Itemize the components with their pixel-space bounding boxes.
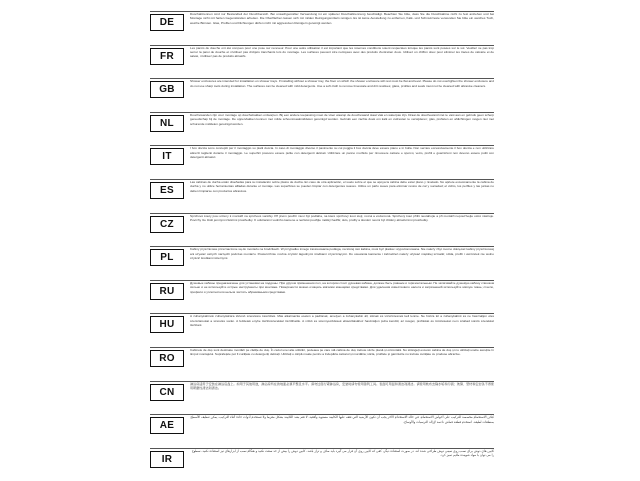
language-instruction-text: Douchewanden zijn voor montage op douchebakken ontworpen. Bij een andere toepassing moet de vloer waarop de douchewand staat vlak en waterpas zijn. Draai de douchewand niet te vast aan en gebruik geen scherp gereedschap bij de montage. De oppervlakken kunnen met milde schoonmaakmiddelen gereinigd worden. Gebruik een zachte doek om kalk en vuilresten te verwijderen; glas, profielen en afdichtingen mogen niet met schurende middelen gereinigd worden. [190, 112, 494, 126]
language-code-box: FR [150, 48, 184, 65]
language-instruction-text: I box doccia sono concepiti per il montaggio su piatti doccia. In caso di montaggio diverso il pavimento su cui poggia il box doccia deve essere piano e in bolla. Non serrare eccessivamente il box doccia e non utilizzare attrezzi taglienti durante il montaggio. Le superfici possono essere pulite con detergenti delicati. Utilizzare un panno morbido per rimuovere calcare e sporco; vetro, profili e guarnizioni non devono essere puliti con detergenti abrasivi. [190, 146, 494, 160]
language-code-box: CZ [150, 216, 184, 233]
language-section-de [150, 14, 494, 44]
language-section-cz [150, 213, 494, 246]
language-instruction-text: 淋浴房适用于安装在淋浴底盘上。如用于其他用途，淋浴房所在的地面必须平整且水平。请勿过度拧紧淋浴房，安装时请勿使用锋利工具。表面可用温和清洁剂清洁。请使用软布去除水垢和污渍；玻璃、型材和密封条不得使用研磨性清洁剂清洁。 [190, 381, 494, 390]
language-section-es [150, 182, 494, 212]
language-instruction-text: Shower enclosures are intended for installation on shower trays. If installing without a shower tray, the floor on which the shower enclosure will rest must be flat and level. Please do not overtighten the shower enclosure and do not use sharp tools during installation. The surfaces can be cleaned with mild detergents. Use a soft cloth to remove limescale and dirt residues; glass, profiles and seals must not be cleaned with abrasive cleaners. [190, 79, 494, 88]
language-section-ro [150, 350, 494, 380]
language-section-it [150, 148, 494, 178]
language-instruction-text: کابین های دوش برای نصب روی سینی دوش طراحی شده اند. در صورت استفاده دیگر، کفی که کابین روی آن قرار می گیرد باید صاف و تراز باشد. کابین دوش را بیش از حد سفت نکنید و هنگام نصب از ابزارهای تیز استفاده نکنید. سطوح را می توان با مواد شوینده ملایم تمیز کرد. [191, 448, 494, 458]
language-instruction-text: Sprchové kouty jsou určeny k montáži na sprchové vaničky. Při jiném použití musí být podlaha, na které sprchový kout stojí, rovná a vodorovná. Sprchový kout příliš neutahujte a při montáži nepoužívejte ostré nástroje. Povrchy lze čistit jemnými čisticími prostředky. K odstranění vodního kamene a nečistot použijte měkký hadřík; sklo, profily a těsnění nesmí být čištěny abrazivními prostředky. [190, 213, 494, 222]
language-code-box: AE [150, 417, 184, 434]
language-code-box: CN [150, 384, 184, 401]
language-instruction-text: Cabinele de duș sunt destinate montării pe cădițe de duș. În cazul unei alte utilizări, podeaua pe care stă cabina de duș trebuie să fie plană și orizontală. Nu strângeți excesiv cabina de duș și nu utilizați unelte ascuțite în timpul montajului. Suprafețele pot fi curățate cu detergenți delicați. Utilizați o cârpă moale pentru a îndepărta calcarul și murdăria; sticla, profilele și garniturile nu trebuie curățate cu produse abrazive. [190, 348, 494, 357]
language-code-box: PL [150, 249, 184, 266]
language-instruction-text: Duschabtrennen sind nur Bestandteil der Duschbereich. Bei unsachgemäßer Verwendung ist ein späterer Duschabtrennung beschädigt. Beachten Sie bitte, dass Sie die Duschkabine nicht zu fest anziehen und bei Montage nicht mit harten Gegenständen arbeiten. Die Oberflächen lassen sich mit milden Reinigungsmitteln reinigen. Es ist keine Ausstellung zu entfernen, Kalk- und Schmutzreste verwenden Sie bitte ein weiches Tuch, weiche Bürsten. Glas, Profilen und Dichtungen dürfen nicht mit aggressiven Reinigern gereinigt werden. [190, 12, 494, 25]
language-code-box: RU [150, 283, 184, 300]
language-instruction-text: Душевые кабины предназначены для установки на поддоны. При другом применении пол, на котором стоит душевая кабина, должен быть ровным и горизонтальным. Не затягивайте душевую кабину слишком сильно и не используйте острые инструменты при монтаже. Поверхности можно очищать мягкими моющими средствами. Для удаления известкового налета и загрязнений используйте мягкую ткань; стекло, профили и уплотнители нельзя чистить абразивными средствами. [190, 280, 494, 294]
language-code-box: DE [150, 14, 184, 31]
language-instruction-text: Las cabinas de ducha están diseñadas para su instalación sobre platos de ducha. En caso de otra aplicación, el suelo sobre el que se apoya la cabina debe estar plano y nivelado. No apriete excesivamente la cabina de ducha y no utilice herramientas afiladas durante el montaje. Las superficies se pueden limpiar con detergentes suaves. Utilice un paño suave para eliminar restos de cal y suciedad; el vidrio, los perfiles y las juntas no deben limpiarse con productos abrasivos. [190, 180, 494, 193]
language-section-ru [150, 280, 494, 313]
language-code-box: ES [150, 182, 184, 199]
language-section-hu [150, 316, 494, 346]
language-section-pl [150, 249, 494, 279]
language-code-box: NL [150, 115, 184, 132]
language-section-fr [150, 45, 494, 78]
language-code-box: HU [150, 316, 184, 333]
language-section-ir [150, 448, 494, 481]
language-instruction-text: Kabiny prysznicowe przeznaczone są do montażu na brodzikach. W przypadku innego zastosowania podłoga, na której stoi kabina, musi być płaska i wypoziomowana. Nie należy zbyt mocno dokręcać kabiny prysznicowej ani używać ostrych narzędzi podczas montażu. Powierzchnie można czyścić łagodnymi środkami czyszczącymi. Do usuwania kamienia i zabrudzeń należy używać miękkiej szmatki; szkła, profili i uszczelek nie wolno czyścić środkami ściernymi. [190, 247, 494, 260]
multilingual-instruction-sheet [150, 6, 494, 474]
language-code-box: IT [150, 148, 184, 165]
language-instruction-text: كبائن الاستحمام مخصصة للتركيب على أحواض الاستحمام. في حالة الاستخدام الآخر يجب أن تكون الأرضية التي تقف عليها الكابينة مستوية وأفقية. لا تقم بشد الكابينة بشكل مفرط ولا تستخدم أدوات حادة أثناء التركيب. يمكن تنظيف الأسطح بمنظفات لطيفة. استخدم قطعة قماش ناعمة لإزالة الترسبات والأوساخ. [190, 415, 494, 424]
language-section-gb [150, 81, 494, 111]
language-section-nl [150, 112, 494, 145]
language-code-box: RO [150, 350, 184, 367]
language-instruction-text: Les parois de douche ont été conçues pour une pose sur receveur. Pour une autre utilisation il est important que les réserves conditions soient respectées lorsque les parois sont posées sur le sol. Veuillez ne pas trop serrer la paroi de douche et n'utilisez pas d'objets tranchants lors du montage. Les surfaces peuvent être nettoyées avec des produits d'entretien doux. Utilisez un chiffon doux pour éliminer les traces de calcaire et de saleté, n'utilisez pas de produits abrasifs. [190, 45, 494, 59]
language-section-ae [150, 417, 494, 447]
language-section-cn [150, 381, 494, 414]
language-code-box: GB [150, 81, 184, 98]
language-code-box: IR [150, 451, 184, 468]
language-instruction-text: A zuhanykabinok zuhanytálcára történő szerelésre készültek. Más alkalmazás esetén a padlónak, amelyen a zuhanykabin áll, síknak és vízszintesnek kell lennie. Ne húzza túl a zuhanykabint és ne használjon éles szerszámokat a szerelés során. A felületek enyhe tisztítószerekkel tisztíthatók. A vízkő és szennyeződések eltávolításához használjon puha kendőt; az üveget, profilokat és tömítéseket nem szabad súroló szerekkel tisztítani. [190, 314, 494, 328]
